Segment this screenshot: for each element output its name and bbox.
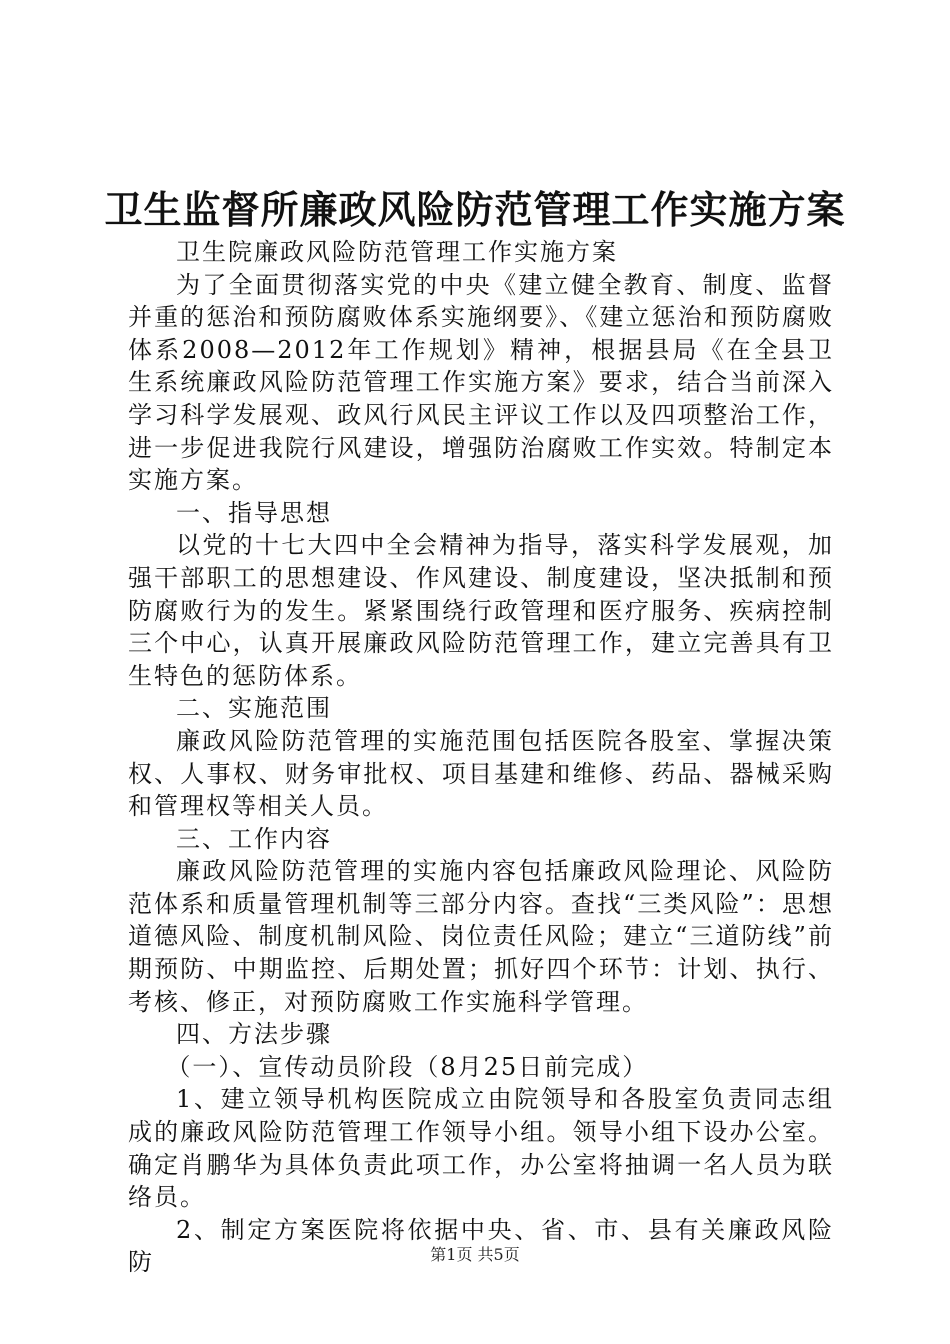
paragraph-content: 廉政风险防范管理的实施内容包括廉政风险理论、风险防范体系和质量管理机制等三部分内容。查找“三类风险”：思想道德风险、制度机制风险、岗位责任风险；建立“三道防线”前期预防、中期监控、后期处置；抓好四个环节：计划、执行、考核、修正，对预防腐败工作实施科学管理。	[128, 857, 834, 1016]
section-heading-content: 三、工作内容	[176, 824, 332, 853]
section-heading-scope: 二、实施范围	[176, 694, 332, 723]
paragraph-step-2: 2、制定方案医院将依据中央、省、市、县有关廉政风险防	[128, 1215, 834, 1277]
paragraph-guiding-thought: 以党的十七大四中全会精神为指导，落实科学发展观，加强干部职工的思想建设、作风建设、制度建设，坚决抵制和预防腐败行为的发生。紧紧围绕行政管理和医疗服务、疾病控制三个中心，认真开展廉政风险防范管理工作，建立完善具有卫生特色的惩防体系。	[128, 531, 834, 690]
paragraph-scope: 廉政风险防范管理的实施范围包括医院各股室、掌握决策权、人事权、财务审批权、项目基建和维修、药品、器械采购和管理权等相关人员。	[128, 726, 834, 821]
paragraph-subtitle: 卫生院廉政风险防范管理工作实施方案	[176, 238, 618, 266]
subsection-heading-publicity: （一）、宣传动员阶段（8月25日前完成）	[166, 1052, 649, 1081]
document-title: 卫生监督所廉政风险防范管理工作实施方案	[104, 187, 846, 232]
page-footer: 第1页 共5页	[430, 1245, 520, 1264]
section-heading-guiding-thought: 一、指导思想	[176, 498, 332, 527]
section-heading-steps: 四、方法步骤	[176, 1020, 332, 1049]
paragraph-step-1: 1、建立领导机构医院成立由院领导和各股室负责同志组成的廉政风险防范管理工作领导小组。领导小组下设办公室。确定肖鹏华为具体负责此项工作，办公室将抽调一名人员为联络员。	[128, 1085, 834, 1212]
paragraph-intro: 为了全面贯彻落实党的中央《建立健全教育、制度、监督并重的惩治和预防腐败体系实施纲要》、《建立惩治和预防腐败体系2008—2012年工作规划》精神，根据县局《在全县卫生系统廉政风险防范管理工作实施方案》要求，结合当前深入学习科学发展观、政风行风民主评议工作以及四项整治工作，进一步促进我院行风建设，增强防治腐败工作实效。特制定本实施方案。	[128, 270, 834, 495]
document-body	[128, 236, 834, 1279]
